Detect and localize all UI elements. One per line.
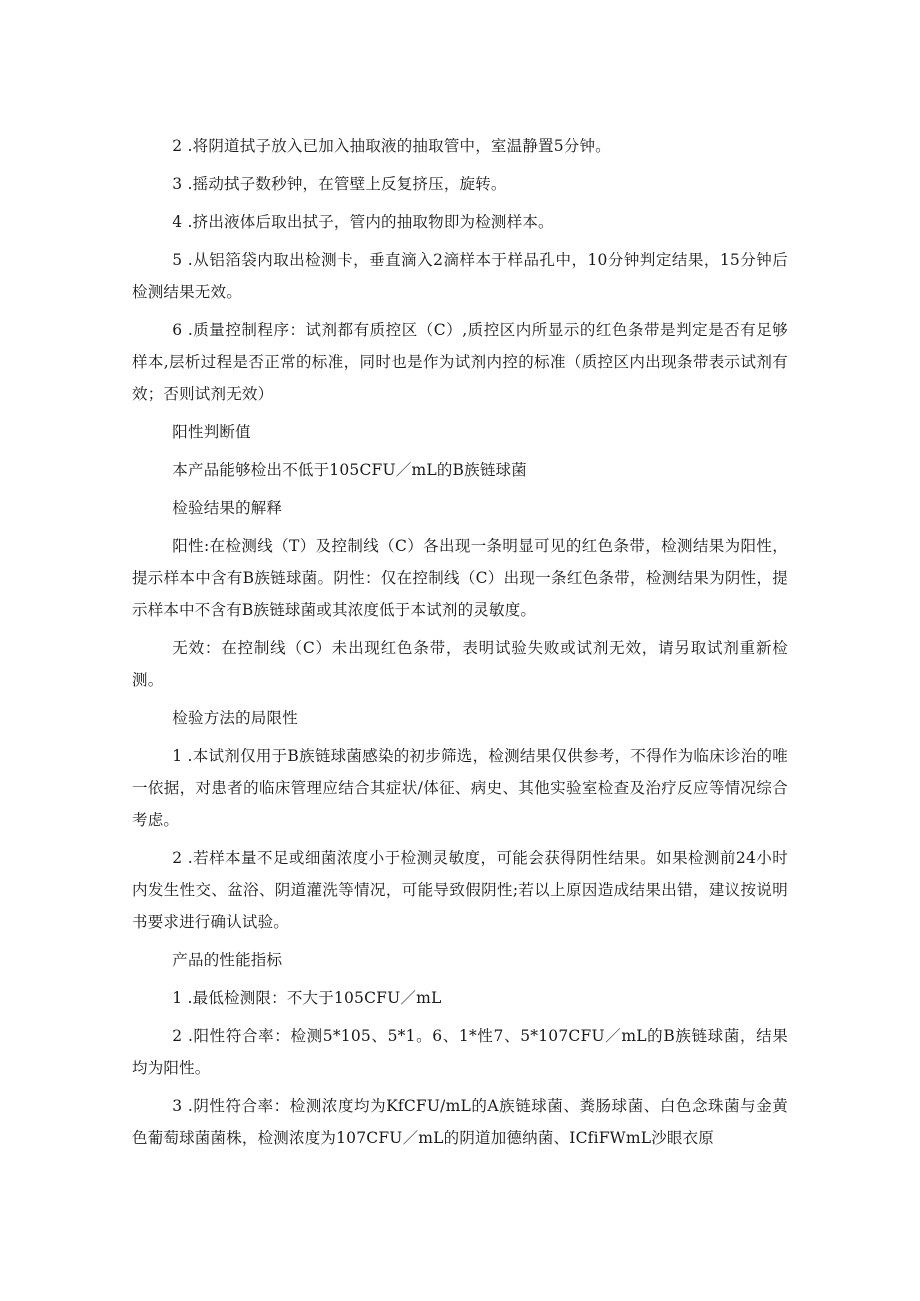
performance-2-paragraph: 2 .阳性符合率：检测5*105、5*1。6、1*性7、5*107CFU／mL的B族链球菌，结果均为阳性。 (132, 1027, 788, 1077)
performance-3-paragraph: 3 .阴性符合率：检测浓度均为KfCFU/mL的A族链球菌、粪肠球菌、白色念珠菌与金黄色葡萄球菌菌株，检测浓度为107CFU／mL的阴道加德纳菌、ICfiFWmL沙眼衣原 (132, 1097, 788, 1147)
performance-1-text: 1 .最低检测限：不大于105CFU／mL (172, 989, 442, 1007)
performance-heading: 产品的性能指标 (172, 951, 283, 969)
invalid-paragraph: 无效：在控制线（C）未出现红色条带，表明试验失败或试剂无效，请另取试剂重新检测。 (132, 639, 788, 689)
document-body (132, 130, 788, 1154)
step-2-paragraph: 2 .将阴道拭子放入已加入抽取液的抽取管中，室温静置5分钟。 (172, 137, 611, 155)
step-4-paragraph: 4 .挤出液体后取出拭子，管内的抽取物即为检测样本。 (172, 213, 554, 231)
limitation-2-paragraph: 2 .若样本量不足或细菌浓度小于检测灵敏度，可能会获得阴性结果。如果检测前24小时内发生性交、盆浴、阴道灌洗等情况，可能导致假阴性;若以上原因造成结果出错，建议按说明书要求进行确认试验。 (132, 849, 788, 931)
step-6-paragraph: 6 .质量控制程序：试剂都有质控区（C）,质控区内所显示的红色条带是判定是否有足够样本,层析过程是否正常的标准，同时也是作为试剂内控的标准（质控区内出现条带表示试剂有效；否则试剂无效） (132, 321, 788, 403)
step-3-paragraph: 3 .摇动拭子数秒钟，在管壁上反复挤压，旋转。 (172, 175, 507, 193)
positive-threshold-heading: 阳性判断值 (172, 423, 251, 441)
limitation-1-paragraph: 1 .本试剂仅用于B族链球菌感染的初步筛选，检测结果仅供参考，不得作为临床诊治的唯一依据，对患者的临床管理应结合其症状/体征、病史、其他实验室检查及治疗反应等情况综合考虑。 (132, 747, 788, 829)
limitations-heading: 检验方法的局限性 (172, 709, 298, 727)
positive-negative-paragraph: 阳性:在检测线（T）及控制线（C）各出现一条明显可见的红色条带，检测结果为阳性，提示样本中含有B族链球菌。阴性：仅在控制线（C）出现一条红色条带，检测结果为阴性，提示样本中不含有B族链球菌或其浓度低于本试剂的灵敏度。 (132, 537, 788, 619)
result-interpretation-heading: 检验结果的解释 (172, 499, 283, 517)
step-5-paragraph: 5 .从铝箔袋内取出检测卡，垂直滴入2滴样本于样品孔中，10分钟判定结果，15分钟后检测结果无效。 (132, 251, 788, 301)
positive-threshold-text: 本产品能够检出不低于105CFU／mL的B族链球菌 (172, 461, 527, 479)
